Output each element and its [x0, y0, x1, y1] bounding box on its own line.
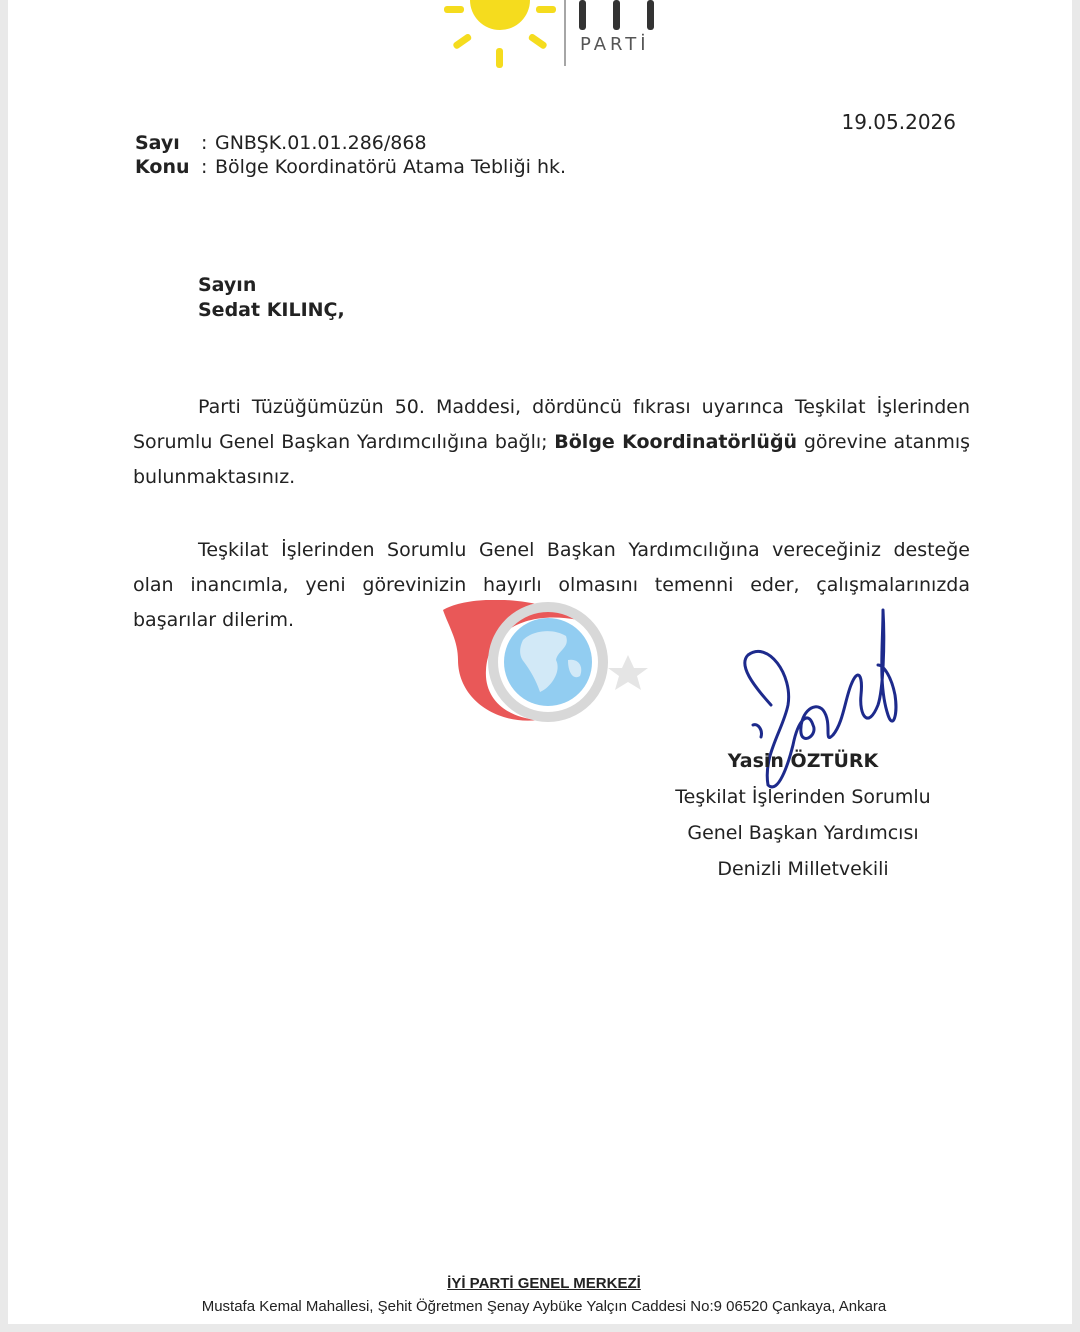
reference-separator: :: [201, 132, 208, 154]
paragraph-1-text: Parti Tüzüğümüzün 50. Maddesi, dördüncü fıkrası uyarınca Teşkilat İşlerinden Sorumlu Genel Başkan Yardımcılığına bağlı;: [133, 396, 970, 453]
paragraph-2-text: Teşkilat İşlerinden Sorumlu Genel Başkan Yardımcılığına vereceğiniz desteğe olan inancımla, yeni görevinizin hayırlı olmasını temenni eder, çalışmalarınızda başarılar dilerim.: [133, 539, 970, 631]
party-wordmark: PARTİ: [580, 34, 650, 55]
footer-title: İYİ PARTİ GENEL MERKEZİ: [447, 1275, 641, 1292]
reference-block: [135, 131, 566, 179]
subject-text: Bölge Koordinatörü Atama Tebliği hk.: [215, 156, 567, 178]
letter-footer: [0, 1272, 1080, 1318]
subject-row: [135, 155, 566, 179]
paragraph-1-continuation: görevine atanmış bulunmaktasınız.: [133, 431, 971, 488]
reference-number-row: [135, 131, 566, 155]
signer-block: [648, 743, 958, 887]
recipient-name: Sedat KILINÇ,: [198, 299, 345, 321]
signer-title-line-1: Teşkilat İşlerinden Sorumlu: [675, 786, 931, 808]
salutation-block: [198, 273, 345, 323]
reference-number-label: Sayı: [135, 132, 180, 154]
signer-name: Yasin ÖZTÜRK: [727, 750, 879, 772]
reference-number: GNBŞK.01.01.286/868: [215, 132, 427, 154]
sun-icon: [444, 0, 556, 68]
letter-page: [8, 0, 1072, 1324]
subject-separator: :: [201, 156, 208, 178]
subject-label: Konu: [135, 156, 190, 178]
salutation: Sayın: [198, 274, 257, 296]
position-title: Bölge Koordinatörlüğü: [554, 431, 798, 453]
letter-date: 19.05.2026: [841, 110, 956, 134]
body-paragraph-1: [133, 390, 970, 495]
signer-title-line-3: Denizli Milletvekili: [717, 858, 889, 880]
signer-title-line-2: Genel Başkan Yardımcısı: [687, 822, 919, 844]
footer-address: Mustafa Kemal Mahallesi, Şehit Öğretmen Şenay Aybüke Yalçın Caddesi No:9 06520 Çankaya, Ankara: [201, 1298, 887, 1315]
globe-watermark-icon: [428, 600, 658, 730]
